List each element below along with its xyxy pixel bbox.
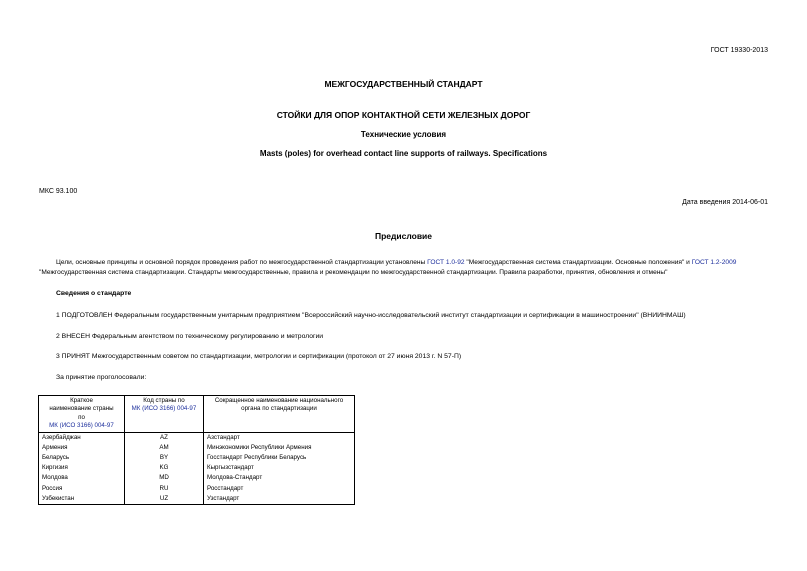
table-row	[39, 432, 355, 443]
header-country-mk-link[interactable]: МК (ИСО 3166) 004-97	[49, 422, 114, 430]
gost-1-0-92-link[interactable]: ГОСТ 1.0-92	[427, 259, 465, 266]
table-row	[39, 494, 355, 505]
para-text-1: Цели, основные принципы и основной порядок проведения работ по межгосударственной стандартизации установлены	[56, 259, 428, 266]
country-cell: Молдова	[39, 473, 125, 483]
standards-body-cell: Азстандарт	[204, 432, 355, 443]
header-body: Сокращенное наименование национального органа по стандартизации	[204, 396, 355, 433]
header-country-line-3: по	[78, 413, 85, 421]
standards-body-cell: Росстандарт	[204, 484, 355, 494]
introduction-date: Дата введения 2014-06-01	[682, 199, 768, 206]
document-code: ГОСТ 19330-2013	[710, 47, 768, 54]
voting-countries-table	[38, 395, 355, 505]
document-title: СТОЙКИ ДЛЯ ОПОР КОНТАКТНОЙ СЕТИ ЖЕЛЕЗНЫХ ДОРОГ	[276, 110, 531, 120]
interstate-standard-heading: МЕЖГОСУДАРСТВЕННЫЙ СТАНДАРТ	[324, 79, 483, 89]
country-cell: Россия	[39, 484, 125, 494]
header-code	[125, 396, 204, 433]
country-cell: Армения	[39, 443, 125, 453]
gost-1-2-2009-link[interactable]: ГОСТ 1.2-2009	[691, 259, 737, 266]
country-code-cell: AM	[125, 443, 204, 453]
para-text-2: "Межгосударственная система стандартизации. Основные положения" и	[464, 259, 692, 266]
header-country	[39, 396, 125, 433]
info-item-3: 3 ПРИНЯТ Межгосударственным советом по стандартизации, метрологии и сертификации (протокол от 27 июня 2013 г. N 57-П)	[56, 353, 462, 360]
table-row	[39, 453, 355, 463]
country-code-cell: UZ	[125, 494, 204, 505]
document-subtitle: Технические условия	[360, 130, 447, 139]
standards-body-cell: Кыргызстандарт	[204, 463, 355, 473]
table-row	[39, 473, 355, 483]
country-code-cell: RU	[125, 484, 204, 494]
standards-body-cell: Госстандарт Республики Беларусь	[204, 453, 355, 463]
header-code-line-1: Код страны по	[143, 397, 185, 404]
country-code-cell: KG	[125, 463, 204, 473]
info-item-2: 2 ВНЕСЕН Федеральным агентством по техническому регулированию и метрологии	[56, 333, 324, 340]
table-header-row	[39, 396, 355, 433]
standards-body-cell: Узстандарт	[204, 494, 355, 505]
country-cell: Киргизия	[39, 463, 125, 473]
para-text-3: "Межгосударственная система стандартизации. Стандарты межгосударственные, правила и рекомендации по межгосударственной стандартизации. Правила разработки, принятия, обновления и отмены"	[39, 268, 668, 276]
table-row	[39, 463, 355, 473]
english-title: Masts (poles) for overhead contact line supports of railways. Specifications	[259, 149, 548, 158]
header-country-line-1: Краткое	[70, 397, 93, 404]
info-item-1: 1 ПОДГОТОВЛЕН Федеральным государственным унитарным предприятием "Всероссийский научно-исследовательский институт стандартизации и сертификации в машиностроении" (ВНИИНМАШ)	[56, 312, 686, 319]
foreword-paragraph	[39, 258, 769, 278]
header-code-mk-link[interactable]: МК (ИСО 3166) 004-97	[131, 405, 197, 413]
country-cell: Беларусь	[39, 453, 125, 463]
header-country-line-2: наименование страны	[49, 405, 114, 413]
voted-label: За принятие проголосовали:	[56, 374, 147, 381]
table-row	[39, 443, 355, 453]
country-code-cell: MD	[125, 473, 204, 483]
standard-info-heading: Сведения о стандарте	[56, 290, 132, 297]
standards-body-cell: Минэкономики Республики Армения	[204, 443, 355, 453]
country-code-cell: AZ	[125, 432, 204, 443]
country-code-cell: BY	[125, 453, 204, 463]
country-cell: Азербайджан	[39, 432, 125, 443]
foreword-heading: Предисловие	[374, 231, 433, 241]
standards-body-cell: Молдова-Стандарт	[204, 473, 355, 483]
table-row	[39, 484, 355, 494]
mks-code: МКС 93.100	[39, 188, 78, 195]
country-cell: Узбекистан	[39, 494, 125, 505]
